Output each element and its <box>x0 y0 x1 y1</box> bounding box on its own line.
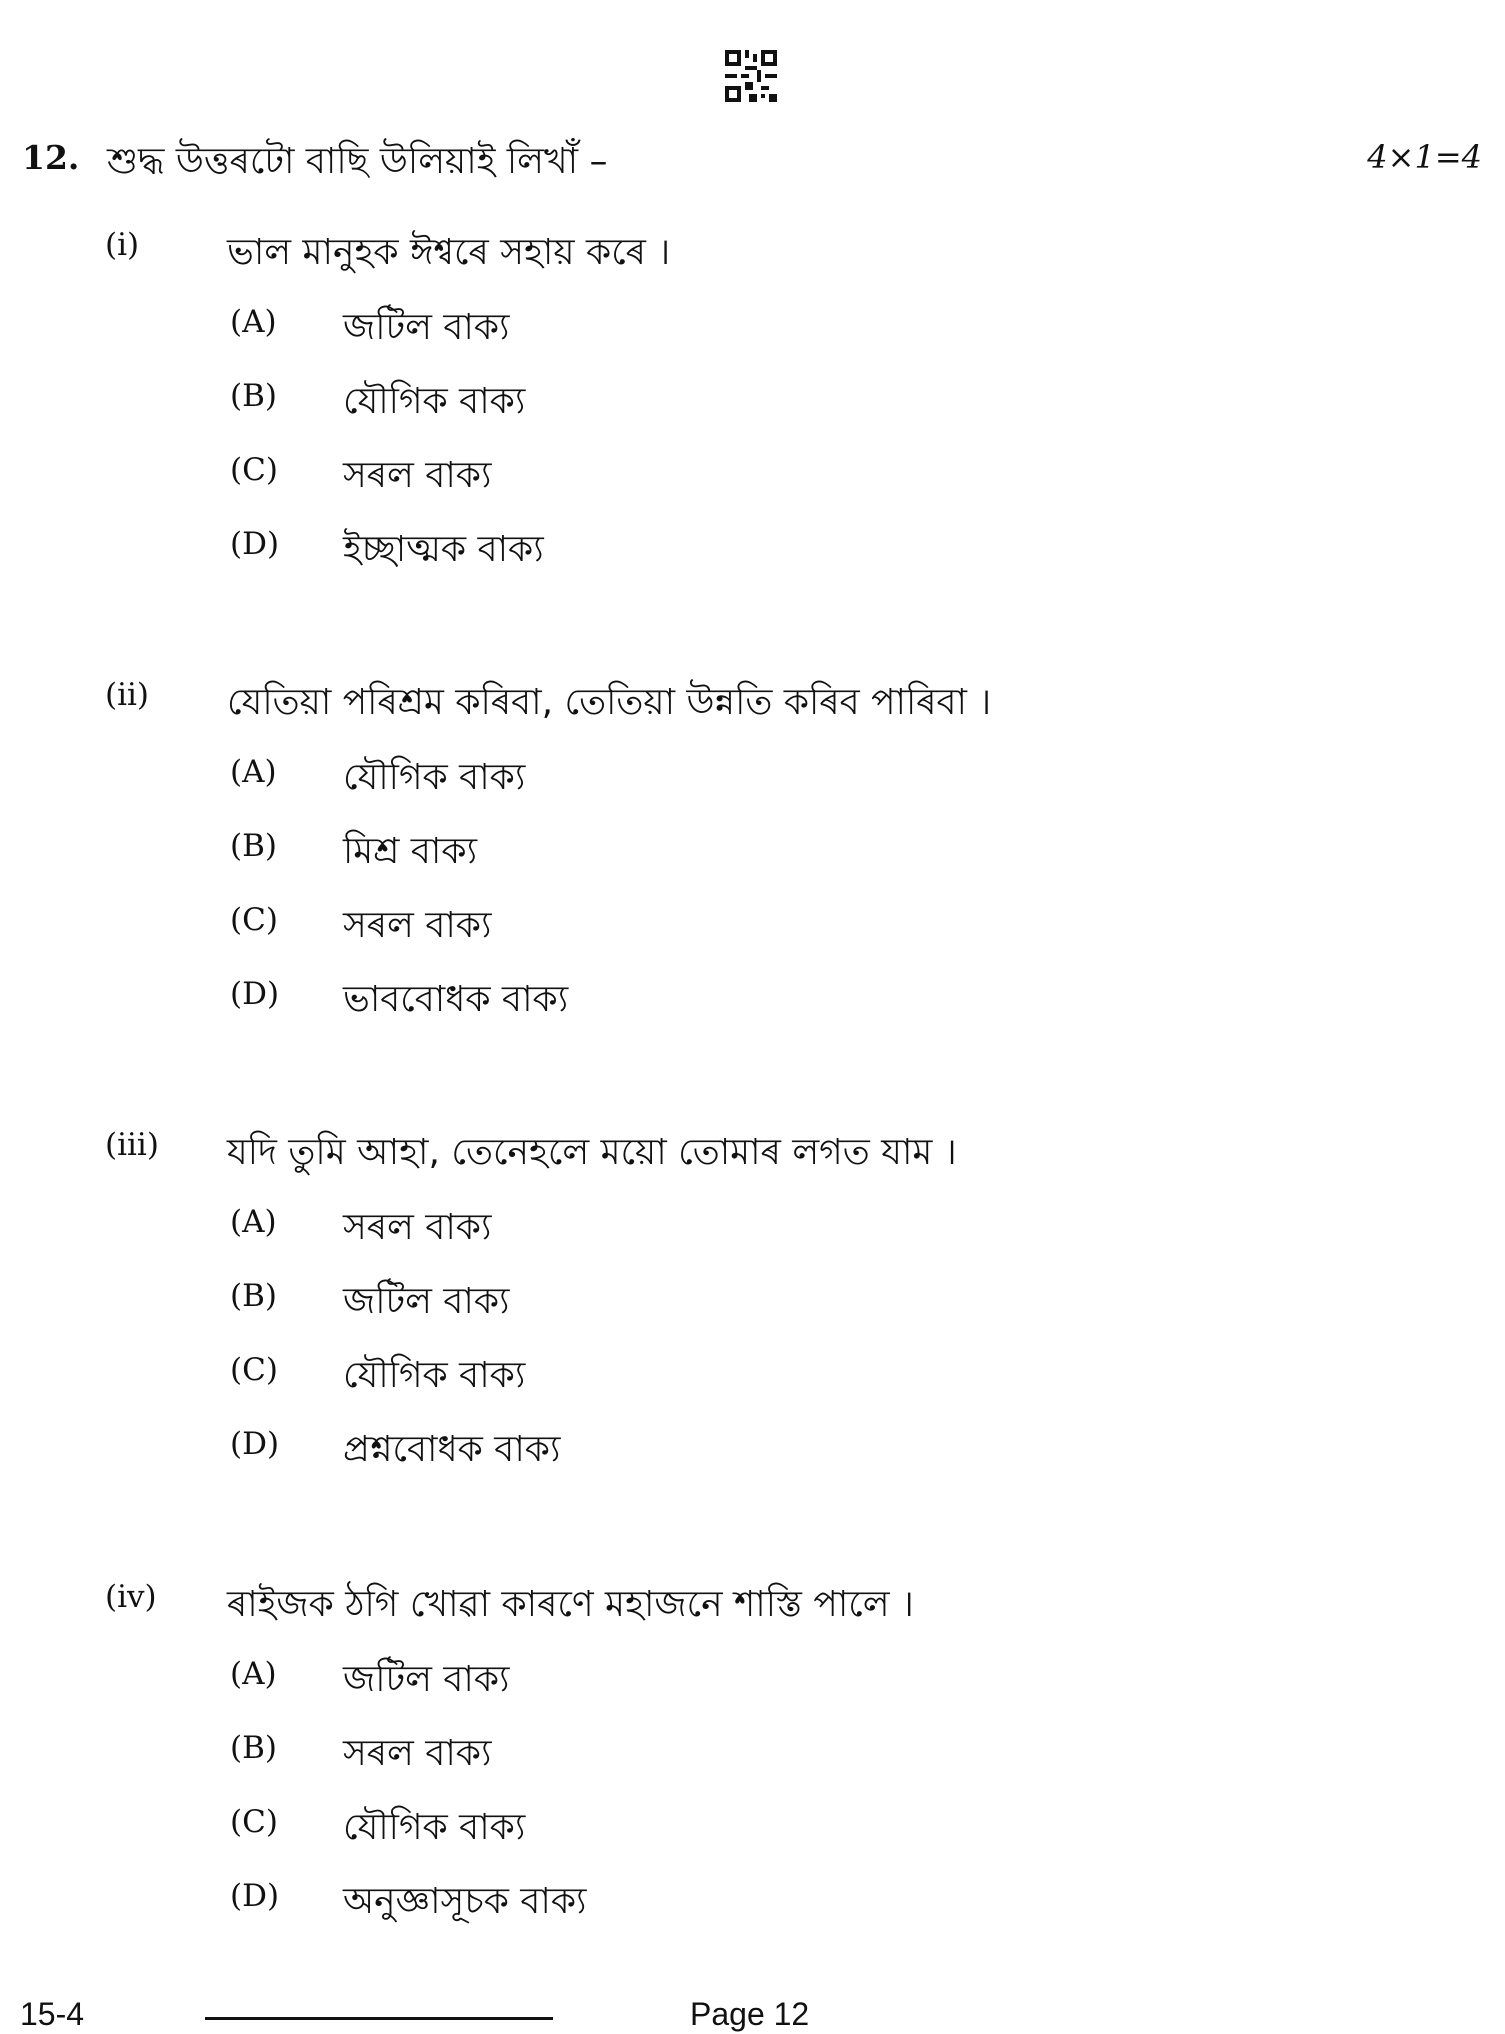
option-b <box>230 1274 1230 1324</box>
option-c <box>230 448 1230 498</box>
option-text: সৰল বাক্য <box>343 455 492 496</box>
option-a <box>230 750 1230 800</box>
subquestion-text: যদি তুমি আহা, তেনেহলে ময়ো তোমাৰ লগত যাম । <box>227 1132 957 1173</box>
option-d <box>230 1874 1230 1924</box>
question-marks: 4×1=4 <box>1367 138 1482 176</box>
subquestion-label: (iii) <box>105 1127 159 1163</box>
option-text: ইচ্ছাত্মক বাক্য <box>343 529 544 570</box>
option-text: জটিল বাক্য <box>343 1281 510 1322</box>
option-a <box>230 1200 1230 1250</box>
option-text: যৌগিক বাক্য <box>343 1807 526 1848</box>
option-label: (B) <box>230 828 277 864</box>
subquestion-label: (i) <box>105 227 140 263</box>
option-label: (C) <box>230 1352 278 1388</box>
option-text: সৰল বাক্য <box>343 905 492 946</box>
option-label: (B) <box>230 1730 277 1766</box>
option-text: জটিল বাক্য <box>343 1659 510 1700</box>
question-header <box>22 132 1482 192</box>
option-a <box>230 1652 1230 1702</box>
option-c <box>230 1348 1230 1398</box>
option-text: ভাববোধক বাক্য <box>343 979 569 1020</box>
option-label: (D) <box>230 526 280 562</box>
option-text: জটিল বাক্য <box>343 307 510 348</box>
option-d <box>230 1422 1230 1472</box>
option-text: সৰল বাক্য <box>343 1207 492 1248</box>
option-d <box>230 972 1230 1022</box>
option-label: (D) <box>230 1878 280 1914</box>
option-label: (D) <box>230 1426 280 1462</box>
option-label: (A) <box>230 1656 277 1692</box>
option-text: সৰল বাক্য <box>343 1733 492 1774</box>
option-label: (D) <box>230 976 280 1012</box>
option-label: (C) <box>230 902 278 938</box>
question-instruction: শুদ্ধ উত্তৰটো বাছি উলিয়াই লিখাঁ – <box>107 141 608 182</box>
option-label: (A) <box>230 1204 277 1240</box>
option-text: অনুজ্ঞাসূচক বাক্য <box>343 1881 587 1922</box>
option-b <box>230 824 1230 874</box>
option-text: প্ৰশ্নবোধক বাক্য <box>343 1429 561 1470</box>
subquestion-text: যেতিয়া পৰিশ্ৰম কৰিবা, তেতিয়া উন্নতি কৰিব পাৰিবা । <box>227 682 992 723</box>
subquestion-label: (iv) <box>105 1579 157 1615</box>
subquestion-label: (ii) <box>105 677 150 713</box>
question-number: 12. <box>22 138 80 177</box>
subquestion-text: ভাল মানুহক ঈশ্বৰে সহায় কৰে । <box>227 232 671 273</box>
qr-code-icon <box>725 50 777 102</box>
option-b <box>230 374 1230 424</box>
option-text: যৌগিক বাক্য <box>343 757 526 798</box>
option-label: (B) <box>230 378 277 414</box>
option-b <box>230 1726 1230 1776</box>
subquestion-text: ৰাইজক ঠগি খোৱা কাৰণে মহাজনে শাস্তি পালে । <box>227 1584 914 1625</box>
option-label: (A) <box>230 304 277 340</box>
option-c <box>230 1800 1230 1850</box>
option-label: (A) <box>230 754 277 790</box>
footer-divider <box>205 2017 553 2020</box>
option-label: (B) <box>230 1278 277 1314</box>
option-c <box>230 898 1230 948</box>
page-number: Page 12 <box>690 1996 810 2032</box>
option-text: যৌগিক বাক্য <box>343 1355 526 1396</box>
option-text: মিশ্ৰ বাক্য <box>343 831 478 872</box>
option-d <box>230 522 1230 572</box>
option-label: (C) <box>230 452 278 488</box>
option-a <box>230 300 1230 350</box>
option-label: (C) <box>230 1804 278 1840</box>
option-text: যৌগিক বাক্য <box>343 381 526 422</box>
paper-code: 15-4 <box>20 1996 85 2032</box>
